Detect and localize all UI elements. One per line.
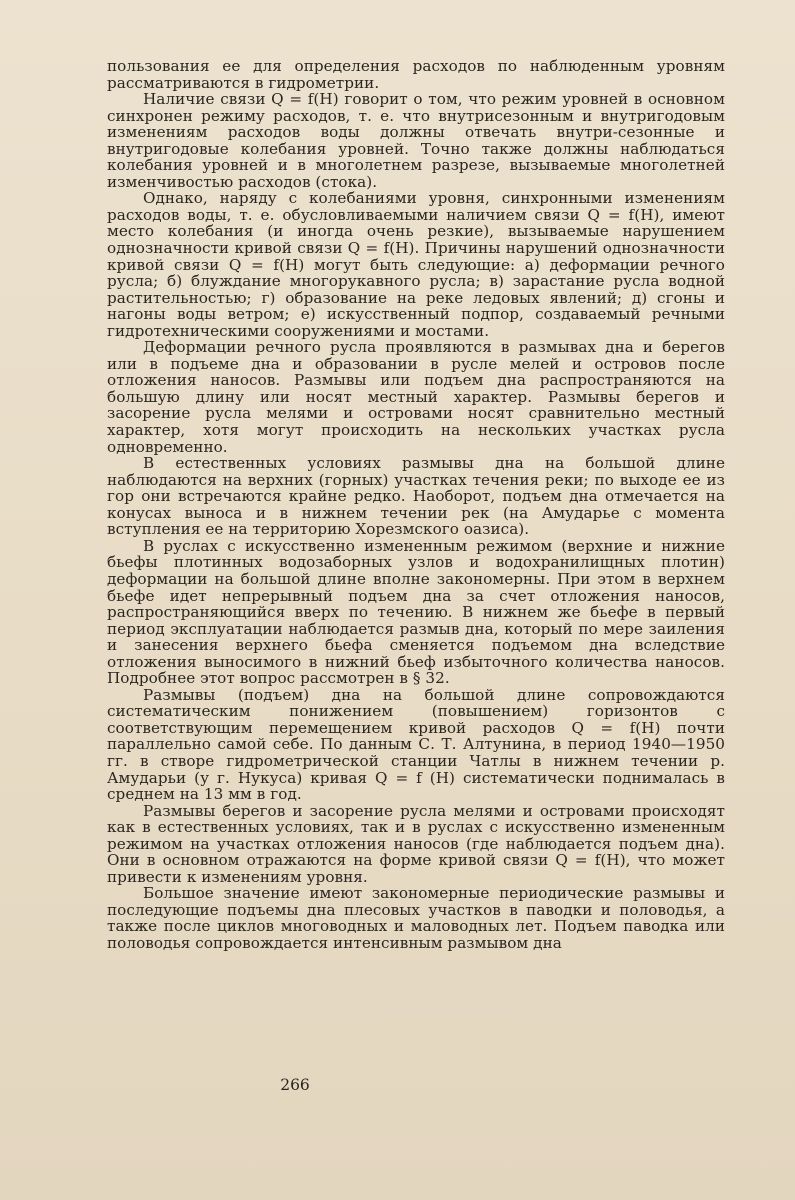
paragraph-relation-qfh: Наличие связи Q = f(H) говорит о том, что режим уровней в основном синхронен режиму расходов, т. е. что внутрисезонным и внутригодовым изменениям расходов воды должны отвечать внутри-сезонные и внутригодовые колебания уровней. Точно также должны наблюдаться колебания уровней и в многолетнем разрезе, вызываемые многолетней изменчивостью расходов (стока). [107, 90, 725, 191]
paragraph-deformations: Деформации речного русла проявляются в размывах дна и берегов или в подъеме дна и образовании в русле мелей и островов после отложения наносов. Размывы или подъем дна распространяются на большую длину или носят местный характер. Размывы берегов и засорение русла мелями и островами носят сравнительно местный характер, хотя могут происходить на нескольких участках русла одновременно. [107, 338, 725, 456]
paragraph-bank-erosion: Размывы берегов и засорение русла мелями и островами происходят как в естественных условиях, так и в руслах с искусственно измененным режимом на участках отложения наносов (где наблюдается подъем дна). Они в основном отражаются на форме кривой связи Q = f(H), что может привести к изменениям уровня. [107, 801, 725, 886]
page-number: 266 [280, 1076, 310, 1094]
paragraph-bed-erosion: Размывы (подъем) дна на большой длине сопровождаются систематическим понижением (повышением) горизонтов с соответствующим перемещением кривой расходов Q = f(H) почти параллельно самой себе. По данным С. Т. Алтунина, в период 1940—1950 гг. в створе гидрометрической станции Чатлы в нижнем течении р. Амударьи (у г. Нукуса) кривая Q = f (H) систематически поднималась в среднем на 13 мм в год. [107, 685, 725, 804]
paragraph-periodic-erosion: Большое значение имеют закономерные периодические размывы и последующие подъемы дна плесовых участков в паводки и половодья, а также после циклов многоводных и маловодных лет. Подъем паводка или половодья сопровождается интенсивным размывом дна [107, 884, 725, 952]
paragraph-causes: Однако, наряду с колебаниями уровня, синхронными изменениям расходов воды, т. е. обусловливаемыми наличием связи Q = f(H), имеют место колебания (и иногда очень резкие), вызываемые нарушением однозначности кривой связи Q = f(H). Причины нарушений однозначности кривой связи Q = f(H) могут быть следующие: а) деформации речного русла; б) блуждание многорукавного русла; в) зарастание русла водной растительностью; г) образование на реке ледовых явлений; д) сгоны и нагоны воды ветром; е) искусственный подпор, создаваемый речными гидротехническими сооружениями и мостами. [107, 189, 725, 340]
paragraph-artificial-regime: В руслах с искусственно измененным режимом (верхние и нижние бьефы плотинных водозаборных узлов и водохранилищных плотин) деформации на большой длине вполне закономерны. При этом в верхнем бьефе идет непрерывный подъем дна за счет отложения наносов, распространяющийся вверх по течению. В нижнем же бьефе в первый период эксплуатации наблюдается размыв дна, который по мере заиления и занесения верхнего бьефа сменяется подъемом дна вследствие отложения выносимого в нижний бьеф избыточного количества наносов. Подробнее этот вопрос рассмотрен в § 32. [107, 536, 725, 688]
body-text [107, 58, 725, 952]
paragraph-continuation: пользования ее для определения расходов по наблюденным уровням рассматриваются в гидрометрии. [107, 57, 725, 92]
paragraph-natural-conditions: В естественных условиях размывы дна на большой длине наблюдаются на верхних (горных) участках течения реки; по выходе ее из гор они встречаются крайне редко. Наоборот, подъем дна отмечается на конусах выноса и в нижнем течении рек (на Амударье с момента вступления ее на территорию Хорезмского оазиса). [107, 454, 725, 539]
